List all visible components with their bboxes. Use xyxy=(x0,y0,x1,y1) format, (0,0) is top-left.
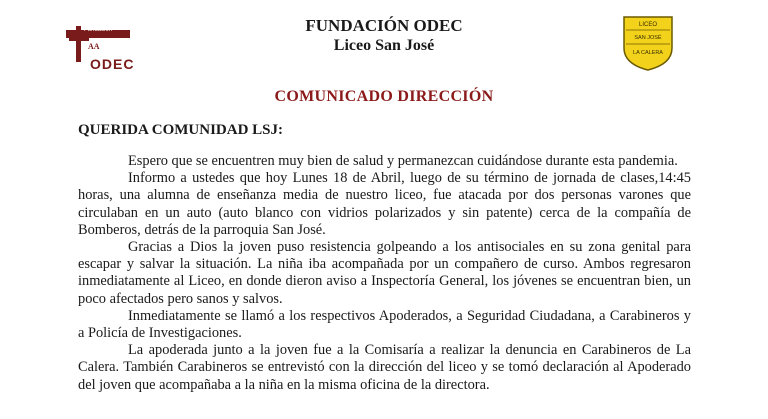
school-shield-logo xyxy=(620,14,676,72)
paragraph: La apoderada junto a la joven fue a la Comisaría a realizar la denuncia en Carabineros de La Calera. También Carabineros se entrevistó con la dirección del liceo y se tomó declaración al Apoderado del joven que acompañaba a la niña en la misma oficina de la directora. xyxy=(78,342,691,393)
letter-body xyxy=(78,153,691,394)
school-name: Liceo San José xyxy=(333,37,435,54)
shield-icon xyxy=(620,14,676,72)
logo-small-text: Fundación xyxy=(84,27,113,33)
shield-middle-text: SAN JOSÉ xyxy=(634,35,662,41)
shield-top-text: LICEO xyxy=(638,22,658,28)
greeting: QUERIDA COMUNIDAD LSJ: xyxy=(78,122,284,138)
paragraph: Informo a ustedes que hoy Lunes 18 de Abril, luego de su término de jornada de clases,14:45 horas, una alumna de enseñanza media de nuestro liceo, fue atacada por dos personas varones que circulaban en un auto (auto blanco con vidrios polarizados y sin patente) cerca de la compañía de Bomberos, detrás de la parroquia San José. xyxy=(78,170,691,238)
shield-bottom-text: LA CALERA xyxy=(633,50,663,56)
logo-mini-text: AA xyxy=(88,42,100,51)
paragraph: Espero que se encuentren muy bien de salud y permanezcan cuidándose durante esta pandemia. xyxy=(128,153,678,169)
institution-name: FUNDACIÓN ODEC xyxy=(305,16,463,35)
paragraph: Gracias a Dios la joven puso resistencia golpeando a los antisociales en su zona genital para escapar y salvar la situación. La niña iba acompañada por un compañero de curso. Ambos regresaron inmediatamente al Liceo, en donde dieron aviso a Inspectoría General, los jóvenes se encuentran bien, un poco afectados pero sanos y salvos. xyxy=(78,239,691,307)
paragraph: Inmediatamente se llamó a los respectivos Apoderados, a Seguridad Ciudadana, a Carabineros y a Policía de Investigaciones. xyxy=(78,307,691,342)
document-title: COMUNICADO DIRECCIÓN xyxy=(274,88,494,105)
logo-text: ODEC xyxy=(90,56,135,72)
